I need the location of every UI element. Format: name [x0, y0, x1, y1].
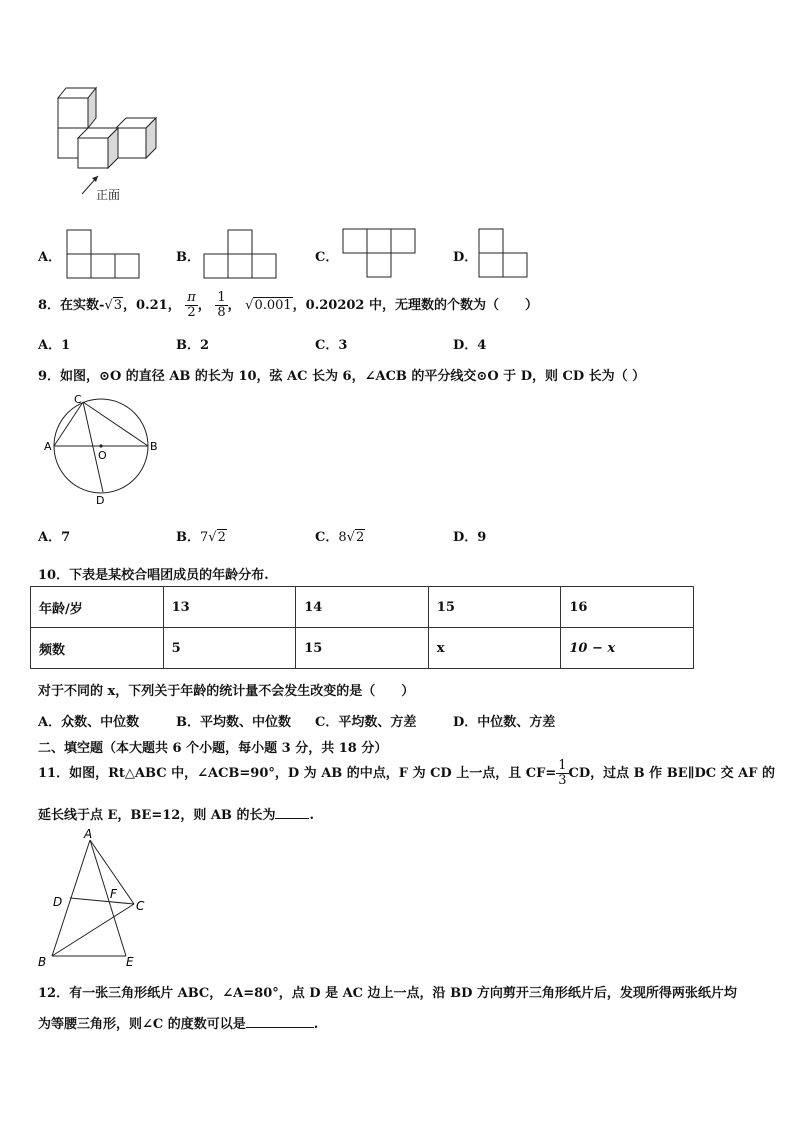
q7-option-d-label: D． — [453, 250, 478, 265]
q12-line1: 12．有一张三角形纸片 ABC，∠A=80°，点 D 是 AC 边上一点，沿 BD 方向剪开三角形纸片后，发现所得两张纸片均 — [38, 986, 737, 1001]
q8-option-a: A．1 — [38, 338, 71, 353]
q7-option-d-figure — [478, 228, 530, 278]
label-b: B — [38, 955, 47, 969]
q7-option-c-figure — [342, 228, 416, 278]
table-row — [31, 628, 694, 669]
q7-option-a-label: A． — [38, 250, 62, 265]
label-c: C — [74, 393, 82, 406]
cube-top — [58, 88, 96, 128]
q8-sqrt3: √3 — [104, 298, 123, 313]
q8-pi-over-2: $\frac{\pi}{2}$ — [187, 290, 196, 320]
q10-question: 10．下表是某校合唱团成员的年龄分布. — [38, 568, 269, 583]
answer-blank[interactable] — [275, 818, 309, 819]
q8-option-b: B．2 — [176, 338, 210, 353]
label-f: F — [110, 887, 117, 901]
q7-option-a-figure — [66, 229, 140, 279]
table-cell: 频数 — [31, 628, 164, 669]
q10-stem: 对于不同的 x，下列关于年龄的统计量不会发生改变的是（ ） — [38, 684, 415, 699]
table-cell: x — [428, 628, 561, 669]
q8-one-eighth: $\frac{1}{8}$ — [217, 290, 226, 320]
q7-option-c-label: C． — [315, 250, 339, 265]
q9-option-a: A．7 — [38, 530, 71, 545]
q11-one-third: $\frac{1}{3}$ — [558, 758, 567, 788]
q7-option-b-figure — [203, 229, 277, 279]
table-cell: 15 — [296, 628, 429, 669]
q7-option-b-label: B． — [176, 250, 200, 265]
q8-sep3: ， — [227, 298, 241, 313]
table-cell: 年龄/岁 — [31, 587, 164, 628]
q9-option-c: C．8√2 — [315, 530, 365, 545]
q8-sep2: ， — [197, 298, 211, 313]
q8-option-c: C．3 — [315, 338, 348, 353]
q9-question: 9．如图，⊙O 的直径 AB 的长为 10，弦 AC 长为 6，∠ACB 的平分线交⊙O 于 D，则 CD 长为（ ） — [38, 369, 646, 384]
label-e: E — [126, 955, 134, 969]
table-cell: 10 − x — [561, 628, 694, 669]
q9-option-d: D．9 — [453, 530, 487, 545]
table-cell: 16 — [561, 587, 694, 628]
table-cell: 5 — [163, 628, 296, 669]
q12-line2: 为等腰三角形，则∠C 的度数可以是 . — [38, 1017, 319, 1032]
q8-question — [38, 290, 538, 322]
label-a: A — [84, 827, 93, 841]
table-row — [31, 587, 694, 628]
label-d: D — [53, 895, 63, 909]
answer-blank[interactable] — [246, 1027, 314, 1028]
age-distribution-table — [30, 586, 694, 669]
q8-suffix: ，0.20202 中，无理数的个数为（ ） — [292, 298, 538, 313]
table-cell: 14 — [296, 587, 429, 628]
q8-option-d: D．4 — [453, 338, 487, 353]
q8-sqrt-0001: √0.001 — [245, 298, 292, 313]
label-c: C — [136, 899, 145, 913]
q10-option-c: C．平均数、方差 — [315, 715, 417, 730]
cube-right-back — [116, 118, 156, 158]
label-b: B — [150, 440, 158, 453]
q11-line2: 延长线于点 E，BE=12，则 AB 的长为 . — [38, 808, 314, 823]
q9-circle-figure — [40, 392, 170, 507]
table-cell: 13 — [163, 587, 296, 628]
q10-option-b: B．平均数、中位数 — [176, 715, 291, 730]
label-a: A — [44, 440, 52, 453]
q10-option-d: D．中位数、方差 — [453, 715, 556, 730]
q11-line1: 11．如图，Rt△ABC 中，∠ACB=90°，D 为 AB 的中点，F 为 CD 上一点，且 CF= $\frac{1}{3}$ CD，过点 B 作 BE∥DC 交 AF 的 — [38, 758, 775, 788]
label-o: O — [98, 449, 107, 462]
q9-option-b: B．7√2 — [176, 530, 226, 545]
label-d: D — [96, 494, 105, 507]
front-label: 正面 — [96, 188, 121, 202]
cube-front — [78, 128, 118, 168]
q10-option-a: A．众数、中位数 — [38, 715, 140, 730]
section-heading: 二、填空题（本大题共 6 个小题，每小题 3 分，共 18 分） — [38, 741, 388, 756]
q8-prefix: 8．在实数- — [38, 298, 105, 313]
table-cell: 15 — [428, 587, 561, 628]
q11-triangle-figure — [34, 826, 164, 970]
q8-sep1: ，0.21， — [123, 298, 181, 313]
